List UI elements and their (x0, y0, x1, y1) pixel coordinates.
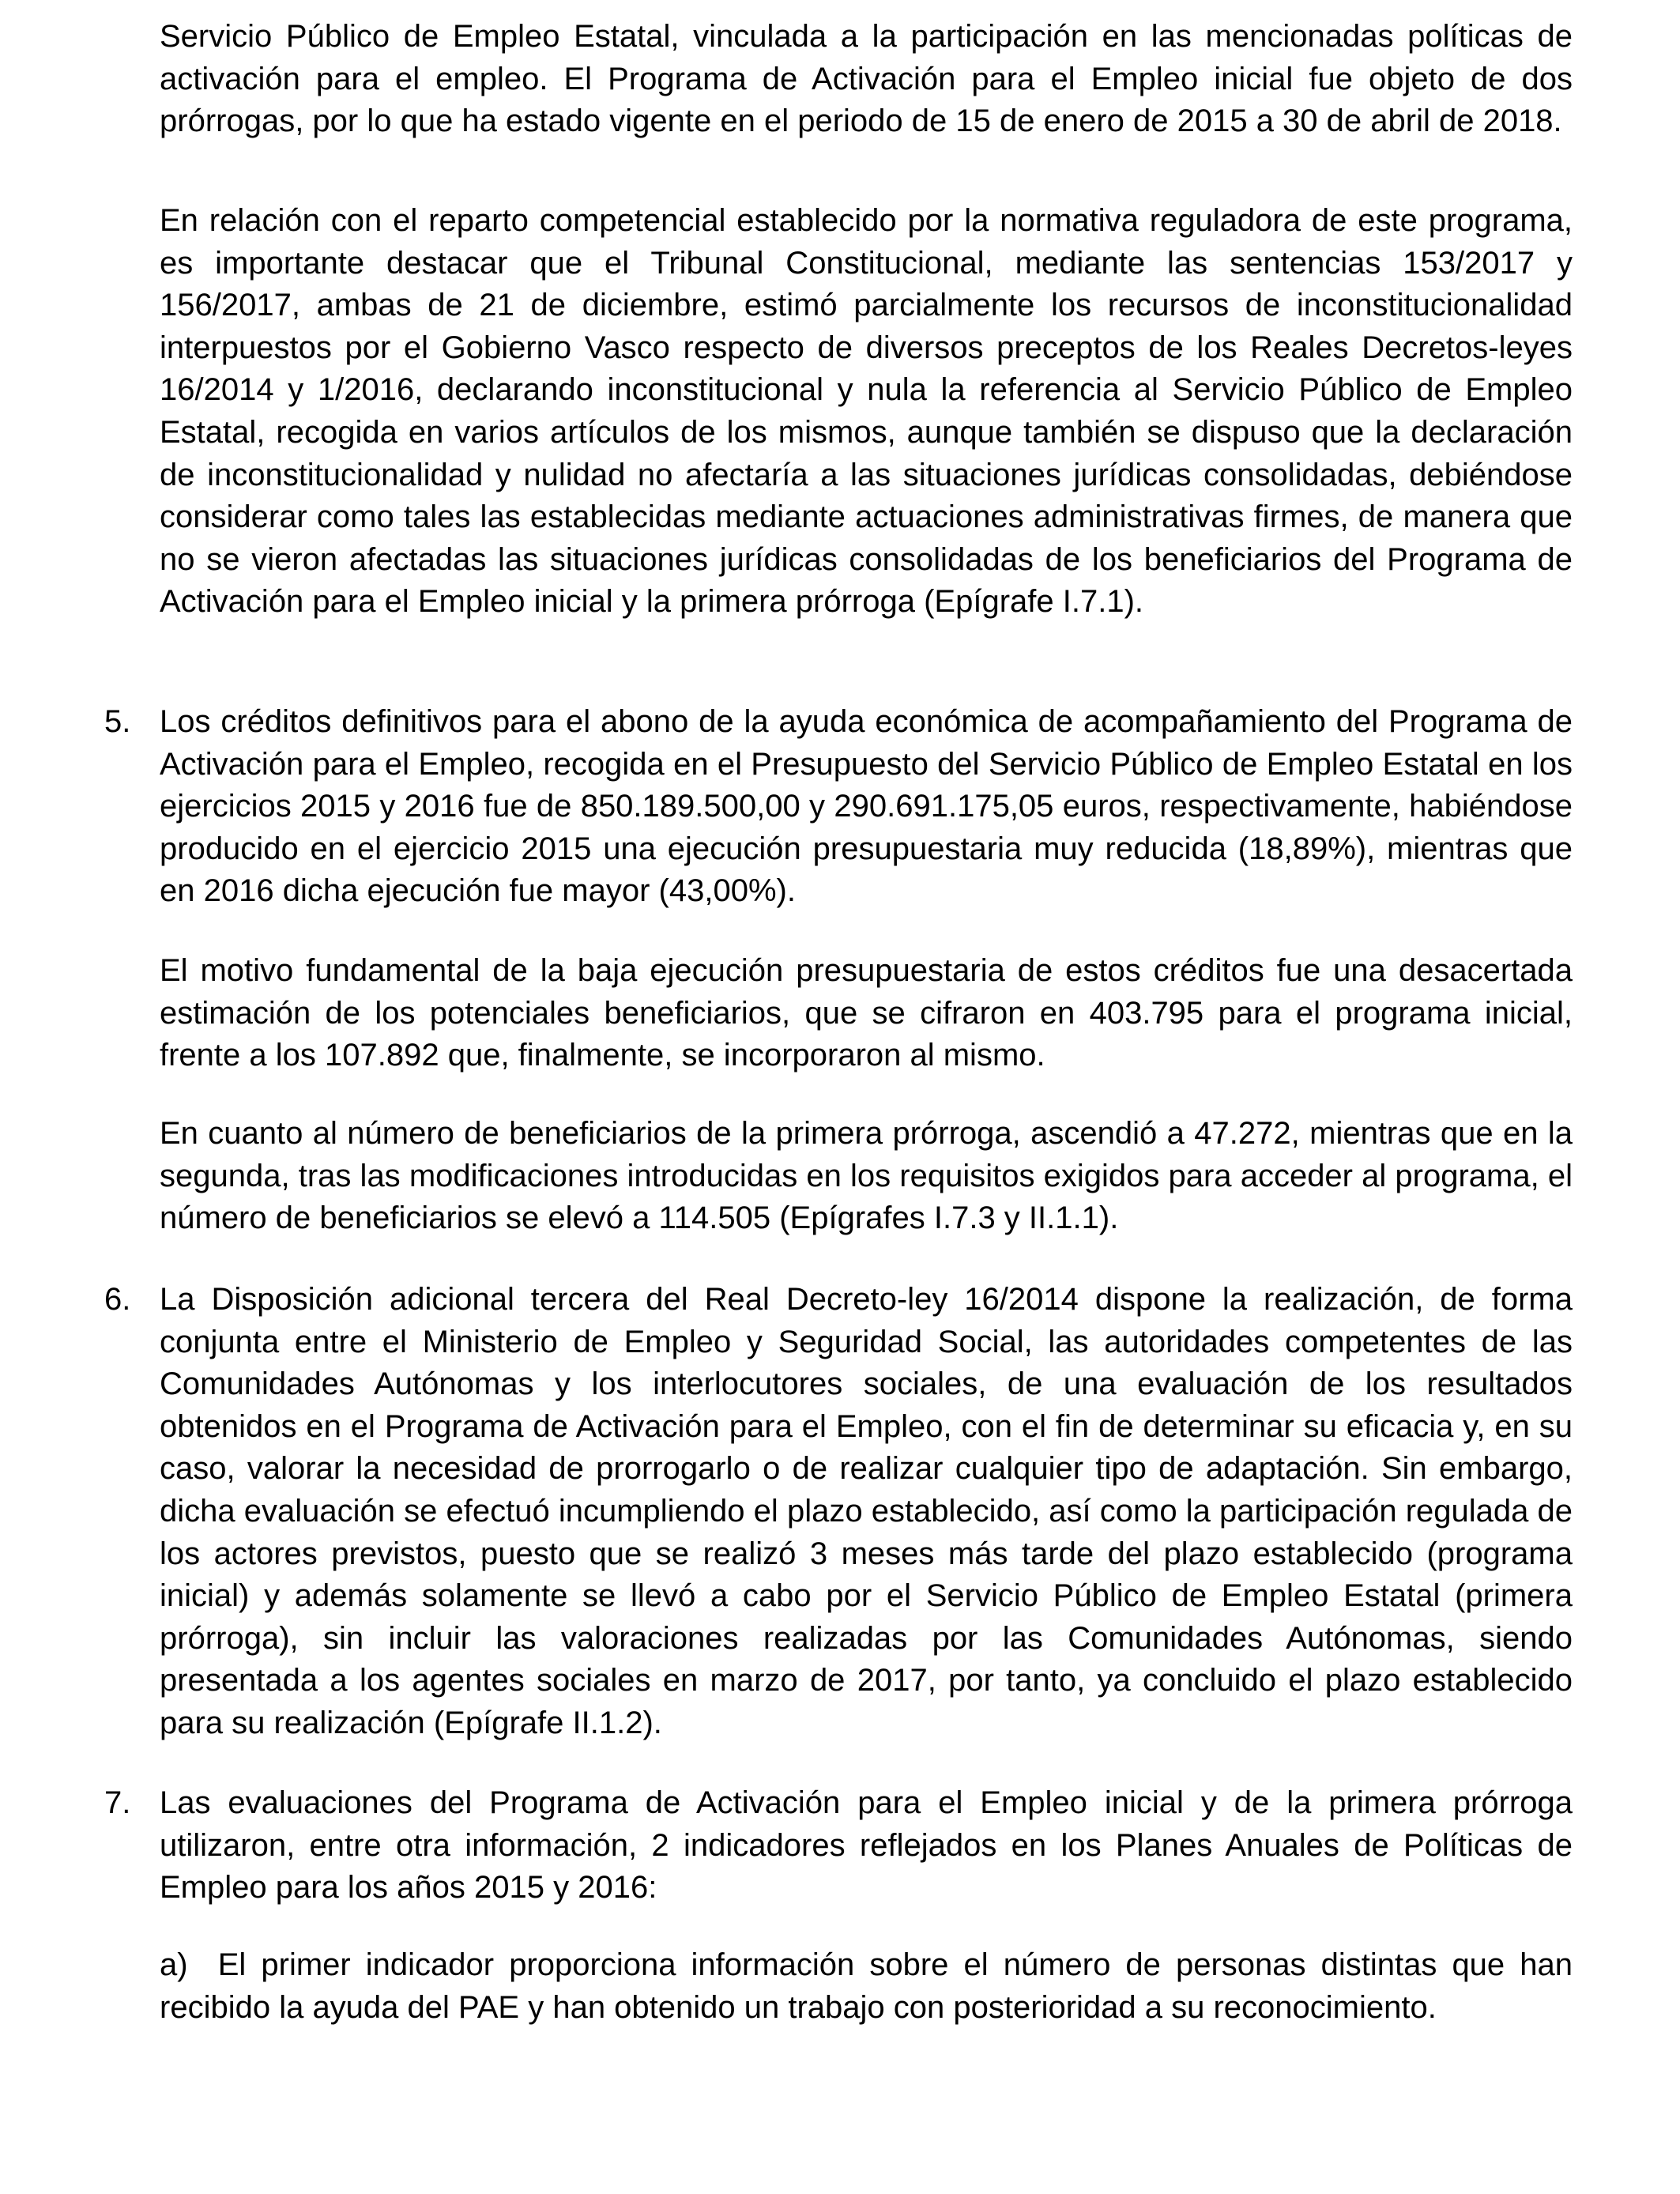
paragraph-motivo-baja-ejecucion: El motivo fundamental de la baja ejecución presupuestaria de estos créditos fue una desacertada estimación de los potenciales beneficiarios, que se cifraron en 403.795 para el programa inicial, frente a los 107.892 que, finalmente, se incorporaron al mismo. (160, 953, 1573, 1073)
paragraph-disposicion-adicional: La Disposición adicional tercera del Real Decreto-ley 16/2014 dispone la realización, de forma conjunta entre el Ministerio de Empleo y Seguridad Social, las autoridades competentes de las Comunidades Autónomas y los interlocutores sociales, de una evaluación de los resultados obtenidos en el Programa de Activación para el Empleo, con el fin de determinar su eficacia y, en su caso, valorar la necesidad de prorrogarlo o de realizar cualquier tipo de adaptación. Sin embargo, dicha evaluación se efectuó incumpliendo el plazo establecido, así como la participación regulada de los actores previstos, puesto que se realizó 3 meses más tarde del plazo establecido (programa inicial) y además solamente se llevó a cabo por el Servicio Público de Empleo Estatal (primera prórroga), sin incluir las valoraciones realizadas por las Comunidades Autónomas, siendo presentada a los agentes sociales en marzo de 2017, por tanto, ya concluido el plazo establecido para su realización (Epígrafe II.1.2). (160, 1282, 1573, 1740)
list-number-6: 6. (104, 1282, 131, 1317)
list-number-7: 7. (104, 1785, 131, 1820)
paragraph-beneficiarios-prorroga: En cuanto al número de beneficiarios de la primera prórroga, ascendió a 47.272, mientras que en la segunda, tras las modificaciones introducidas en los requisitos exigidos para acceder al programa, el número de beneficiarios se elevó a 114.505 (Epígrafes I.7.3 y II.1.1). (160, 1116, 1573, 1236)
paragraph-creditos-definitivos: Los créditos definitivos para el abono de la ayuda económica de acompañamiento del Programa de Activación para el Empleo, recogida en el Presupuesto del Servicio Público de Empleo Estatal en los ejercicios 2015 y 2016 fue de 850.189.500,00 y 290.691.175,05 euros, respectivamente, habiéndose producido en el ejercicio 2015 una ejecución presupuestaria muy reducida (18,89%), mientras que en 2016 dicha ejecución fue mayor (43,00%). (160, 704, 1573, 909)
paragraph-continuation: Servicio Público de Empleo Estatal, vinculada a la participación en las mencionadas políticas de activación para el empleo. El Programa de Activación para el Empleo inicial fue objeto de dos prórrogas, por lo que ha estado vigente en el periodo de 15 de enero de 2015 a 30 de abril de 2018. (160, 19, 1573, 139)
paragraph-evaluaciones-indicadores: Las evaluaciones del Programa de Activación para el Empleo inicial y de la primera prórroga utilizaron, entre otra información, 2 indicadores reflejados en los Planes Anuales de Políticas de Empleo para los años 2015 y 2016: (160, 1785, 1573, 1906)
list-number-5: 5. (104, 704, 131, 739)
paragraph-primer-indicador: a) El primer indicador proporciona información sobre el número de personas distintas que han recibido la ayuda del PAE y han obtenido un trabajo con posterioridad a su reconocimiento. (160, 1947, 1573, 2025)
paragraph-tribunal-constitucional: En relación con el reparto competencial establecido por la normativa reguladora de este programa, es importante destacar que el Tribunal Constitucional, mediante las sentencias 153/2017 y 156/2017, ambas de 21 de diciembre, estimó parcialmente los recursos de inconstitucionalidad interpuestos por el Gobierno Vasco respecto de diversos preceptos de los Reales Decretos-leyes 16/2014 y 1/2016, declarando inconstitucional y nula la referencia al Servicio Público de Empleo Estatal, recogida en varios artículos de los mismos, aunque también se dispuso que la declaración de inconstitucionalidad y nulidad no afectaría a las situaciones jurídicas consolidadas, debiéndose considerar como tales las establecidas mediante actuaciones administrativas firmes, de manera que no se vieron afectadas las situaciones jurídicas consolidadas de los beneficiarios del Programa de Activación para el Empleo inicial y la primera prórroga (Epígrafe I.7.1). (160, 203, 1573, 620)
